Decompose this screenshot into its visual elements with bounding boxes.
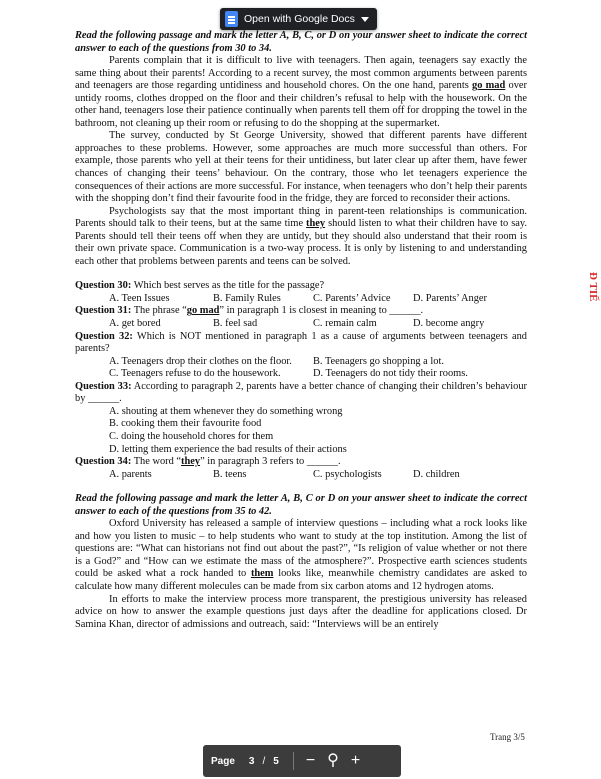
question-30: Question 30: Which best serves as the title for the passage? (75, 280, 325, 292)
option-d: D. Teenagers do not tidy their rooms. (313, 368, 468, 380)
option-a: A. Teenagers drop their clothes on the floor. (109, 355, 292, 367)
highlighted-word: they (306, 218, 326, 230)
question-33: Question 33: According to paragraph 2, parents have a better chance of changing their children’s behaviour by ______. (75, 380, 527, 405)
option-c: C. Teenagers refuse to do the housework. (109, 368, 281, 380)
passage2-paragraph-2: In efforts to make the interview process more transparent, the prestigious university has released advice on how to answer the example questions just days after the deadline for applications closed. Dr Samina Khan, director of admissions and outreach, said: “Interviews will be an entirely (75, 593, 527, 630)
passage2-instruction: Read the following passage and mark the letter A, B, C or D on your answer sheet to indicate the correct answer to each of the questions from 35 to 42. (75, 493, 527, 517)
page-label: Page (211, 755, 235, 767)
google-docs-icon (225, 11, 238, 27)
page-separator: / (262, 755, 266, 767)
option-a: A. Teen Issues (109, 292, 170, 304)
question-31-options (75, 318, 527, 331)
open-with-label: Open with Google Docs (244, 13, 355, 25)
option-c: C. remain calm (313, 318, 377, 330)
question-32: Question 32: Which is NOT mentioned in paragraph 1 as a cause of arguments between teenagers and parents? (75, 330, 527, 355)
question-31: Question 31: The phrase “go mad” in paragraph 1 is closest in meaning to ______. (75, 305, 424, 317)
page-footer: Trang 3/5 (490, 732, 525, 742)
option-d: D. Parents’ Anger (413, 292, 487, 304)
passage1-paragraph-2: The survey, conducted by St George University, showed that different parents have different approaches to these problems. However, some approaches are much more successful than others. For example, those parents who yell at their teens for their untidiness, but later clear up after them, have fewer chances of changing their teens’ behaviour. On the contrary, those who let teenagers experience the consequences of their actions are more successful. For instance, when teenagers who don’t help their parents with the shopping don’t find their favourite food in the fridge, they are forced to reconsider their actions. (75, 130, 527, 205)
question-30-options (75, 293, 527, 306)
option-b: B. Teenagers go shopping a lot. (313, 355, 444, 367)
question-32-options-row1 (75, 356, 527, 369)
question-32-options-row2 (75, 368, 527, 381)
current-page-input[interactable]: 3 (248, 755, 255, 767)
option-d: D. become angry (413, 318, 485, 330)
passage1-instruction: Read the following passage and mark the letter A, B, C, or D on your answer sheet to indicate the correct answer to each of the questions from 30 to 34. (75, 30, 527, 54)
red-stamp: Đ TIẾ (587, 272, 599, 302)
zoom-out-button[interactable]: − (305, 752, 316, 769)
option-d: D. letting them experience the bad results of their actions (109, 443, 347, 455)
chevron-down-icon[interactable] (361, 17, 369, 22)
option-c: C. Parents’ Advice (313, 292, 391, 304)
option-a: A. get bored (109, 318, 161, 330)
option-d: D. children (413, 468, 460, 480)
document-content (75, 30, 527, 631)
option-b: B. teens (213, 468, 247, 480)
question-34-options (75, 469, 527, 482)
option-b: B. Family Rules (213, 292, 281, 304)
option-c: C. psychologists (313, 468, 382, 480)
open-with-google-docs-button[interactable] (220, 8, 377, 30)
total-pages: 5 (273, 755, 279, 767)
passage1-paragraph-3: Psychologists say that the most important thing in parent-teen relationships is communication. Parents should talk to their teens, but at the same time they should listen to what their children have to say. Parents should tell their teens off when they are untidy, but they should also understand that their room is their own private space. Communication is a two-way process. It is only by listening to and understanding each other that problems between parents and teens can be solved. (75, 205, 527, 267)
highlighted-word: them (250, 568, 274, 580)
zoom-in-button[interactable]: + (350, 752, 361, 769)
divider (293, 752, 294, 770)
zoom-icon[interactable]: ⚲ (327, 752, 339, 769)
highlighted-phrase: go mad (472, 80, 506, 92)
passage1-paragraph-1: Parents complain that it is difficult to live with teenagers. Then again, teenagers say exactly the same thing about their parents! According to a recent survey, the most common arguments between parents and teenagers are those regarding untidiness and household chores. On the one hand, parents go mad over untidy rooms, clothes dropped on the floor and their children’s refusal to help with the housework. On the other hand, teenagers lose their patience continually when parents tell them off for dropping the towel in the bathroom, not cleaning up their room or refusing to do the shopping at the supermarket. (75, 55, 527, 129)
option-b: B. cooking them their favourite food (109, 418, 262, 430)
option-c: C. doing the household chores for them (109, 430, 274, 442)
option-a: A. parents (109, 468, 152, 480)
question-34: Question 34: The word “they” in paragraph 3 refers to ______. (75, 456, 341, 468)
option-b: B. feel sad (213, 318, 258, 330)
page-navigation-bar (203, 745, 401, 777)
option-a: A. shouting at them whenever they do something wrong (109, 405, 343, 417)
passage2-paragraph-1: Oxford University has released a sample of interview questions – including what a rock looks like and how you listen to music – to help students who want to study at the top institution. Among the list of questions are: “What can historians not find out about the past?”, “Is religion of value whether or not there is a God?” and “How can we estimate the mass of the atmosphere?”. Prospective earth sciences students could be asked what a rock handed to them looks like, meanwhile chemistry candidates are asked to calculate how many different molecules can be made from six carbon atoms and 12 hydrogen atoms. (75, 518, 527, 592)
